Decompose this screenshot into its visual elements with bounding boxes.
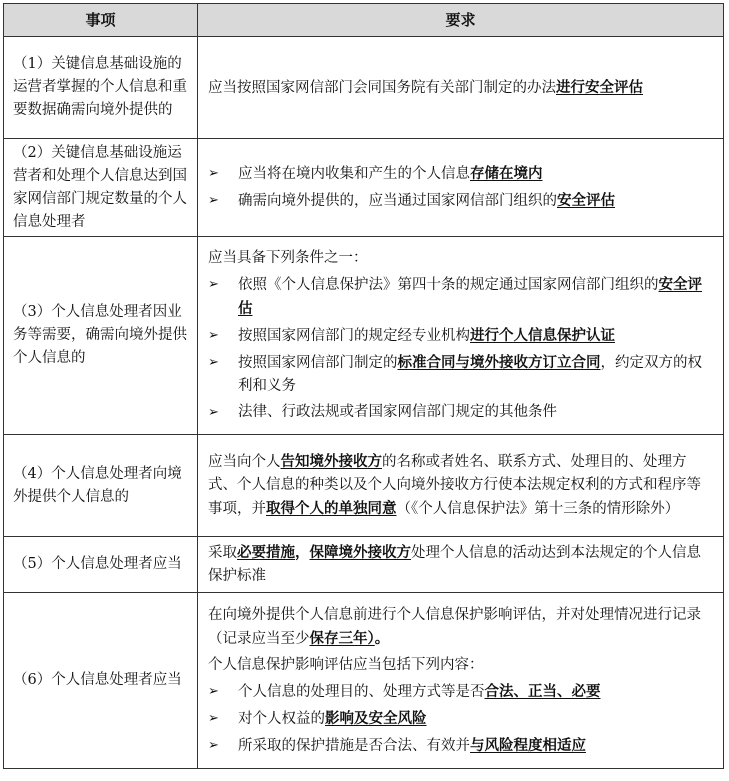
emphasis: 与风险程度相适应 [470,736,586,754]
emphasis: 标准合同与境外接收方订立合同 [397,354,601,371]
emphasis: 取得个人的单独同意 [266,500,397,517]
row-1-requirement [198,37,724,139]
arrow-bullet-icon: ➢ [208,710,219,726]
text: 应当按照国家网信部门会同国务院有关部门制定的办法 [208,79,556,96]
table-row [4,139,724,237]
paragraph: 个人信息保护影响评估应当包括下列内容： [208,656,484,673]
table-row [4,593,724,769]
text: ，约定双方的权利和义务 [238,355,702,394]
text: 对个人权益的 [238,710,325,727]
row-3-requirement [198,237,724,435]
bullet-item [208,707,715,731]
text: 法律、行政法规或者国家网信部门规定的其他条件 [238,404,557,420]
text: 个人信息的处理目的、处理方式等是否 [238,683,485,700]
text: 在向境外提供个人信息前进行个人信息保护影响评估，并对处理情况进行记录（记录应当至少 [208,606,701,647]
arrow-bullet-icon: ➢ [208,355,219,370]
row-2-item: （2）关键信息基础设施运营者和处理个人信息达到国家网信部门规定数量的个人信息处理者 [4,139,198,237]
text: 处理个人信息的活动达到本法规定的个人信息保护标准 [208,545,701,584]
text: 按照国家网信部门制定的 [238,355,398,371]
bullet-item [208,734,715,758]
arrow-bullet-icon: ➢ [208,193,219,208]
bullet-item [208,680,715,704]
arrow-bullet-icon: ➢ [208,683,219,699]
emphasis: 安全评估 [557,192,615,209]
arrow-bullet-icon: ➢ [208,166,219,181]
emphasis: 存储在境内 [470,165,543,182]
text: ， [295,544,310,561]
emphasis: 合法、正当、必要 [484,682,601,700]
table-row [4,537,724,593]
text: 的名称或者姓名、联系方式、处理目的、处理方式、个人信息的种类以及个人向境外接收方行使本法规定权利的方式和程序等事项，并 [208,454,701,517]
arrow-bullet-icon: ➢ [208,277,219,292]
text: 采取 [208,545,237,561]
intro-text: 应当具备下列条件之一： [208,250,368,266]
row-1-item: （1）关键信息基础设施的运营者掌握的个人信息和重要数据确需向境外提供的 [4,37,198,139]
row-4-item: （4）个人信息处理者向境外提供个人信息的 [4,435,198,537]
emphasis: 保障境外接收方 [309,544,411,561]
text: 应当向个人 [208,454,281,470]
arrow-bullet-icon: ➢ [208,405,219,420]
paragraph [208,604,715,651]
header-item: 事项 [4,4,198,37]
emphasis: 影响及安全风险 [325,709,427,727]
requirements-table [3,3,724,769]
text: 。 [374,629,390,647]
text: 按照国家网信部门的规定经专业机构 [238,328,470,344]
emphasis: 告知境外接收方 [280,453,382,470]
row-5-item: （5）个人信息处理者应当 [4,537,198,593]
row-3-item: （3）个人信息处理者因业务等需要，确需向境外提供个人信息的 [4,237,198,435]
emphasis: 进行安全评估 [556,78,643,96]
arrow-bullet-icon: ➢ [208,328,219,343]
table-row [4,435,724,537]
bullet-item [208,324,715,348]
row-4-requirement [198,435,724,537]
header-requirement: 要求 [198,4,724,37]
row-6-requirement [198,593,724,769]
bullet-item [208,273,715,321]
header-row [4,4,724,37]
table-row [4,237,724,435]
emphasis: 保存三年） [309,629,375,647]
bullet-item [208,351,715,398]
table-row [4,37,724,139]
row-2-requirement [198,139,724,237]
emphasis: 安全评估 [238,276,702,317]
row-6-item: （6）个人信息处理者应当 [4,593,198,769]
bullet-item [208,162,715,186]
bullet-item [208,401,715,424]
text: 确需向境外提供的，应当通过国家网信部门组织的 [238,193,557,209]
bullet-item [208,189,715,213]
text: 应当将在境内收集和产生的个人信息 [238,166,470,182]
emphasis: 进行个人信息保护认证 [470,327,615,344]
text: （《个人信息保护法》第十三条的情形除外） [396,501,680,517]
emphasis: 必要措施 [237,544,295,561]
text: 所采取的保护措施是否合法、有效并 [238,737,470,754]
text: 依照《个人信息保护法》第四十条的规定通过国家网信部门组织的 [238,277,659,293]
row-5-requirement [198,537,724,593]
arrow-bullet-icon: ➢ [208,737,219,753]
